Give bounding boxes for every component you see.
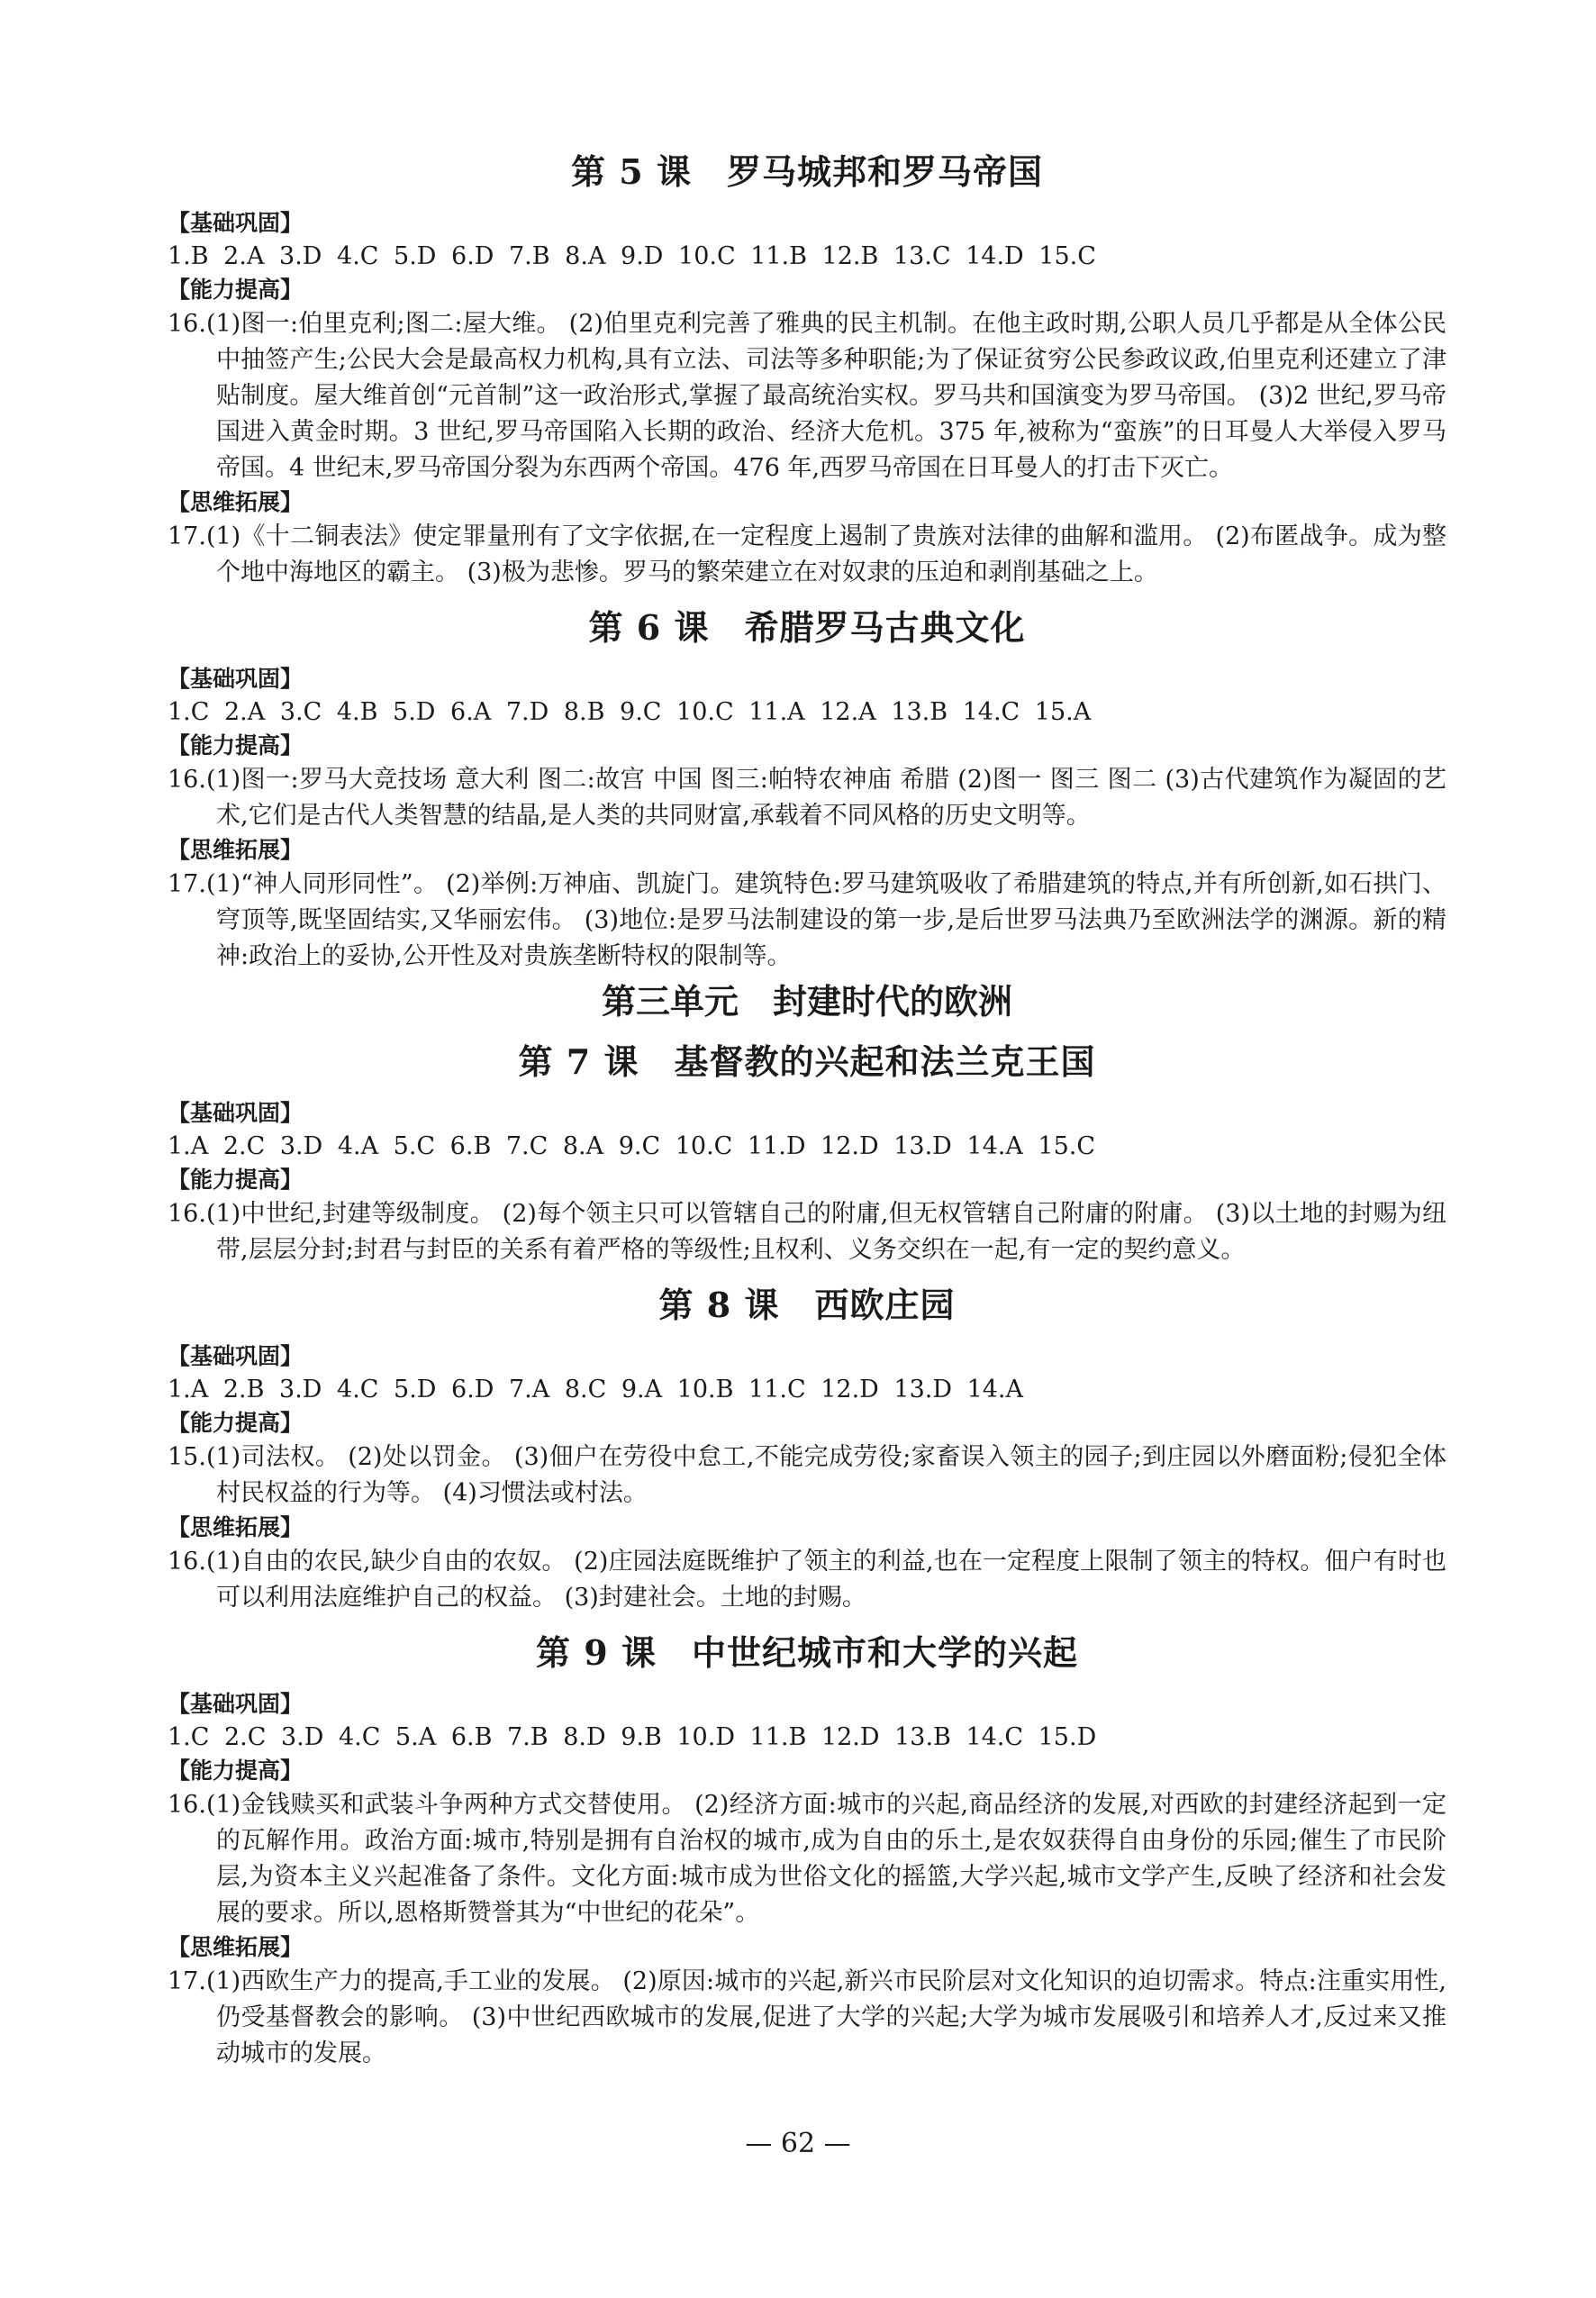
lesson-5-ability-answer: 16.(1)图一:伯里克利;图二:屋大维。 (2)伯里克利完善了雅典的民主机制。在他主政时期,公职人员几乎都是从全体公民中抽签产生;公民大会是最高权力机构,具有立法、司法等多种职能;为了保证贫穷公民参政议政,伯里克利还建立了津贴制度。屋大维首创“元首制”这一政治形式,掌握了最高统治实权。罗马共和国演变为罗马帝国。 (3)2 世纪,罗马帝国进入黄金时期。3 世纪,罗马帝国陷入长期的政治、经济大危机。375 年,被称为“蛮族”的日耳曼人大举侵入罗马帝国。4 世纪末,罗马帝国分裂为东西两个帝国。476 年,西罗马帝国在日耳曼人的打击下灭亡。 [168, 310, 1446, 482]
lesson-7-ability-answer: 16.(1)中世纪,封建等级制度。 (2)每个领主只可以管辖自己的附庸,但无权管辖自己附庸的附庸。 (3)以土地的封赐为纽带,层层分封;封君与封臣的关系有着严格的等级性;且权利、义务交织在一起,有一定的契约意义。 [168, 1200, 1446, 1264]
lesson-7-section [168, 1038, 1446, 1268]
thinking-label: 【思维拓展】 [168, 1934, 304, 1960]
lesson-7-title: 第 7 课 基督教的兴起和法兰克王国 [518, 1041, 1096, 1082]
lesson-8-ability-answer: 15.(1)司法权。 (2)处以罚金。 (3)佃户在劳役中怠工,不能完成劳役;家畜误入领主的园子;到庄园以外磨面粉;侵犯全体村民权益的行为等。 (4)习惯法或村法。 [168, 1443, 1446, 1507]
basic-label: 【基础巩固】 [168, 666, 304, 692]
page-content [168, 135, 1446, 2072]
thinking-label: 【思维拓展】 [168, 1514, 304, 1540]
lesson-8-basic-answers: 1.A 2.B 3.D 4.C 5.D 6.D 7.A 8.C 9.A 10.B 11.C 12.D 13.D 14.A [168, 1376, 1024, 1403]
lesson-5-basic-answers: 1.B 2.A 3.D 4.C 5.D 6.D 7.B 8.A 9.D 10.C 11.B 12.B 13.C 14.D 15.C [168, 242, 1096, 270]
ability-label: 【能力提高】 [168, 1758, 304, 1784]
lesson-8-thinking-answer: 16.(1)自由的农民,缺少自由的农奴。 (2)庄园法庭既维护了领主的利益,也在一定程度上限制了领主的特权。佃户有时也可以利用法庭维护自己的权益。 (3)封建社会。土地的封赐。 [168, 1548, 1446, 1612]
lesson-9-section [168, 1629, 1446, 2072]
lesson-9-title: 第 9 课 中世纪城市和大学的兴起 [536, 1632, 1078, 1673]
thinking-label: 【思维拓展】 [168, 489, 304, 515]
ability-label: 【能力提高】 [168, 277, 304, 303]
thinking-label: 【思维拓展】 [168, 837, 304, 863]
basic-label: 【基础巩固】 [168, 1691, 304, 1717]
lesson-5-section [168, 148, 1446, 591]
lesson-9-ability-answer: 16.(1)金钱赎买和武装斗争两种方式交替使用。 (2)经济方面:城市的兴起,商品经济的发展,对西欧的封建经济起到一定的瓦解作用。政治方面:城市,特别是拥有自治权的城市,成为自由的乐土,是农奴获得自由身份的乐园;催生了市民阶层,为资本主义兴起准备了条件。文化方面:城市成为世俗文化的摇篮,大学兴起,城市文学产生,反映了经济和社会发展的要求。所以,恩格斯赞誉其为“中世纪的花朵”。 [168, 1791, 1446, 1927]
ability-label: 【能力提高】 [168, 1167, 304, 1193]
lesson-6-section [168, 604, 1446, 975]
lesson-8-title: 第 8 课 西欧庄园 [658, 1285, 956, 1325]
basic-label: 【基础巩固】 [168, 210, 304, 236]
lesson-6-basic-answers: 1.C 2.A 3.C 4.B 5.D 6.A 7.D 8.B 9.C 10.C 11.A 12.A 13.B 14.C 15.A [168, 698, 1092, 726]
lesson-8-section [168, 1281, 1446, 1616]
lesson-6-title: 第 6 课 希腊罗马古典文化 [588, 607, 1026, 648]
page-number: — 62 — [745, 2128, 851, 2159]
lesson-9-basic-answers: 1.C 2.C 3.D 4.C 5.A 6.B 7.B 8.D 9.B 10.D 11.B 12.D 13.B 14.C 15.D [168, 1723, 1097, 1751]
lesson-7-basic-answers: 1.A 2.C 3.D 4.A 5.C 6.B 7.C 8.A 9.C 10.C 11.D 12.D 13.D 14.A 15.C [168, 1132, 1096, 1160]
lesson-5-title: 第 5 课 罗马城邦和罗马帝国 [571, 151, 1043, 192]
ability-label: 【能力提高】 [168, 1410, 304, 1436]
lesson-9-thinking-answer: 17.(1)西欧生产力的提高,手工业的发展。 (2)原因:城市的兴起,新兴市民阶层对文化知识的迫切需求。特点:注重实用性,仍受基督教会的影响。 (3)中世纪西欧城市的发展,促进了大学的兴起;大学为城市发展吸引和培养人才,反过来又推动城市的发展。 [168, 1967, 1446, 2067]
lesson-5-thinking-answer: 17.(1)《十二铜表法》使定罪量刑有了文字依据,在一定程度上遏制了贵族对法律的曲解和滥用。 (2)布匿战争。成为整个地中海地区的霸主。 (3)极为悲惨。罗马的繁荣建立在对奴隶的压迫和剥削基础之上。 [168, 522, 1446, 586]
basic-label: 【基础巩固】 [168, 1343, 304, 1369]
ability-label: 【能力提高】 [168, 732, 304, 758]
lesson-6-ability-answer: 16.(1)图一:罗马大竞技场 意大利 图二:故宫 中国 图三:帕特农神庙 希腊 (2)图一 图三 图二 (3)古代建筑作为凝固的艺术,它们是古代人类智慧的结晶,是人类的共同财富,承载着不同风格的历史文明等。 [168, 766, 1446, 830]
lesson-6-thinking-answer: 17.(1)“神人同形同性”。 (2)举例:万神庙、凯旋门。建筑特色:罗马建筑吸收了希腊建筑的特点,并有所创新,如石拱门、穹顶等,既坚固结实,又华丽宏伟。 (3)地位:是罗马法制建设的第一步,是后世罗马法典乃至欧洲法学的渊源。新的精神:政治上的妥协,公开性及对贵族垄断特权的限制等。 [168, 870, 1446, 970]
basic-label: 【基础巩固】 [168, 1100, 304, 1126]
unit-3-title: 第三单元 封建时代的欧洲 [601, 982, 1012, 1022]
